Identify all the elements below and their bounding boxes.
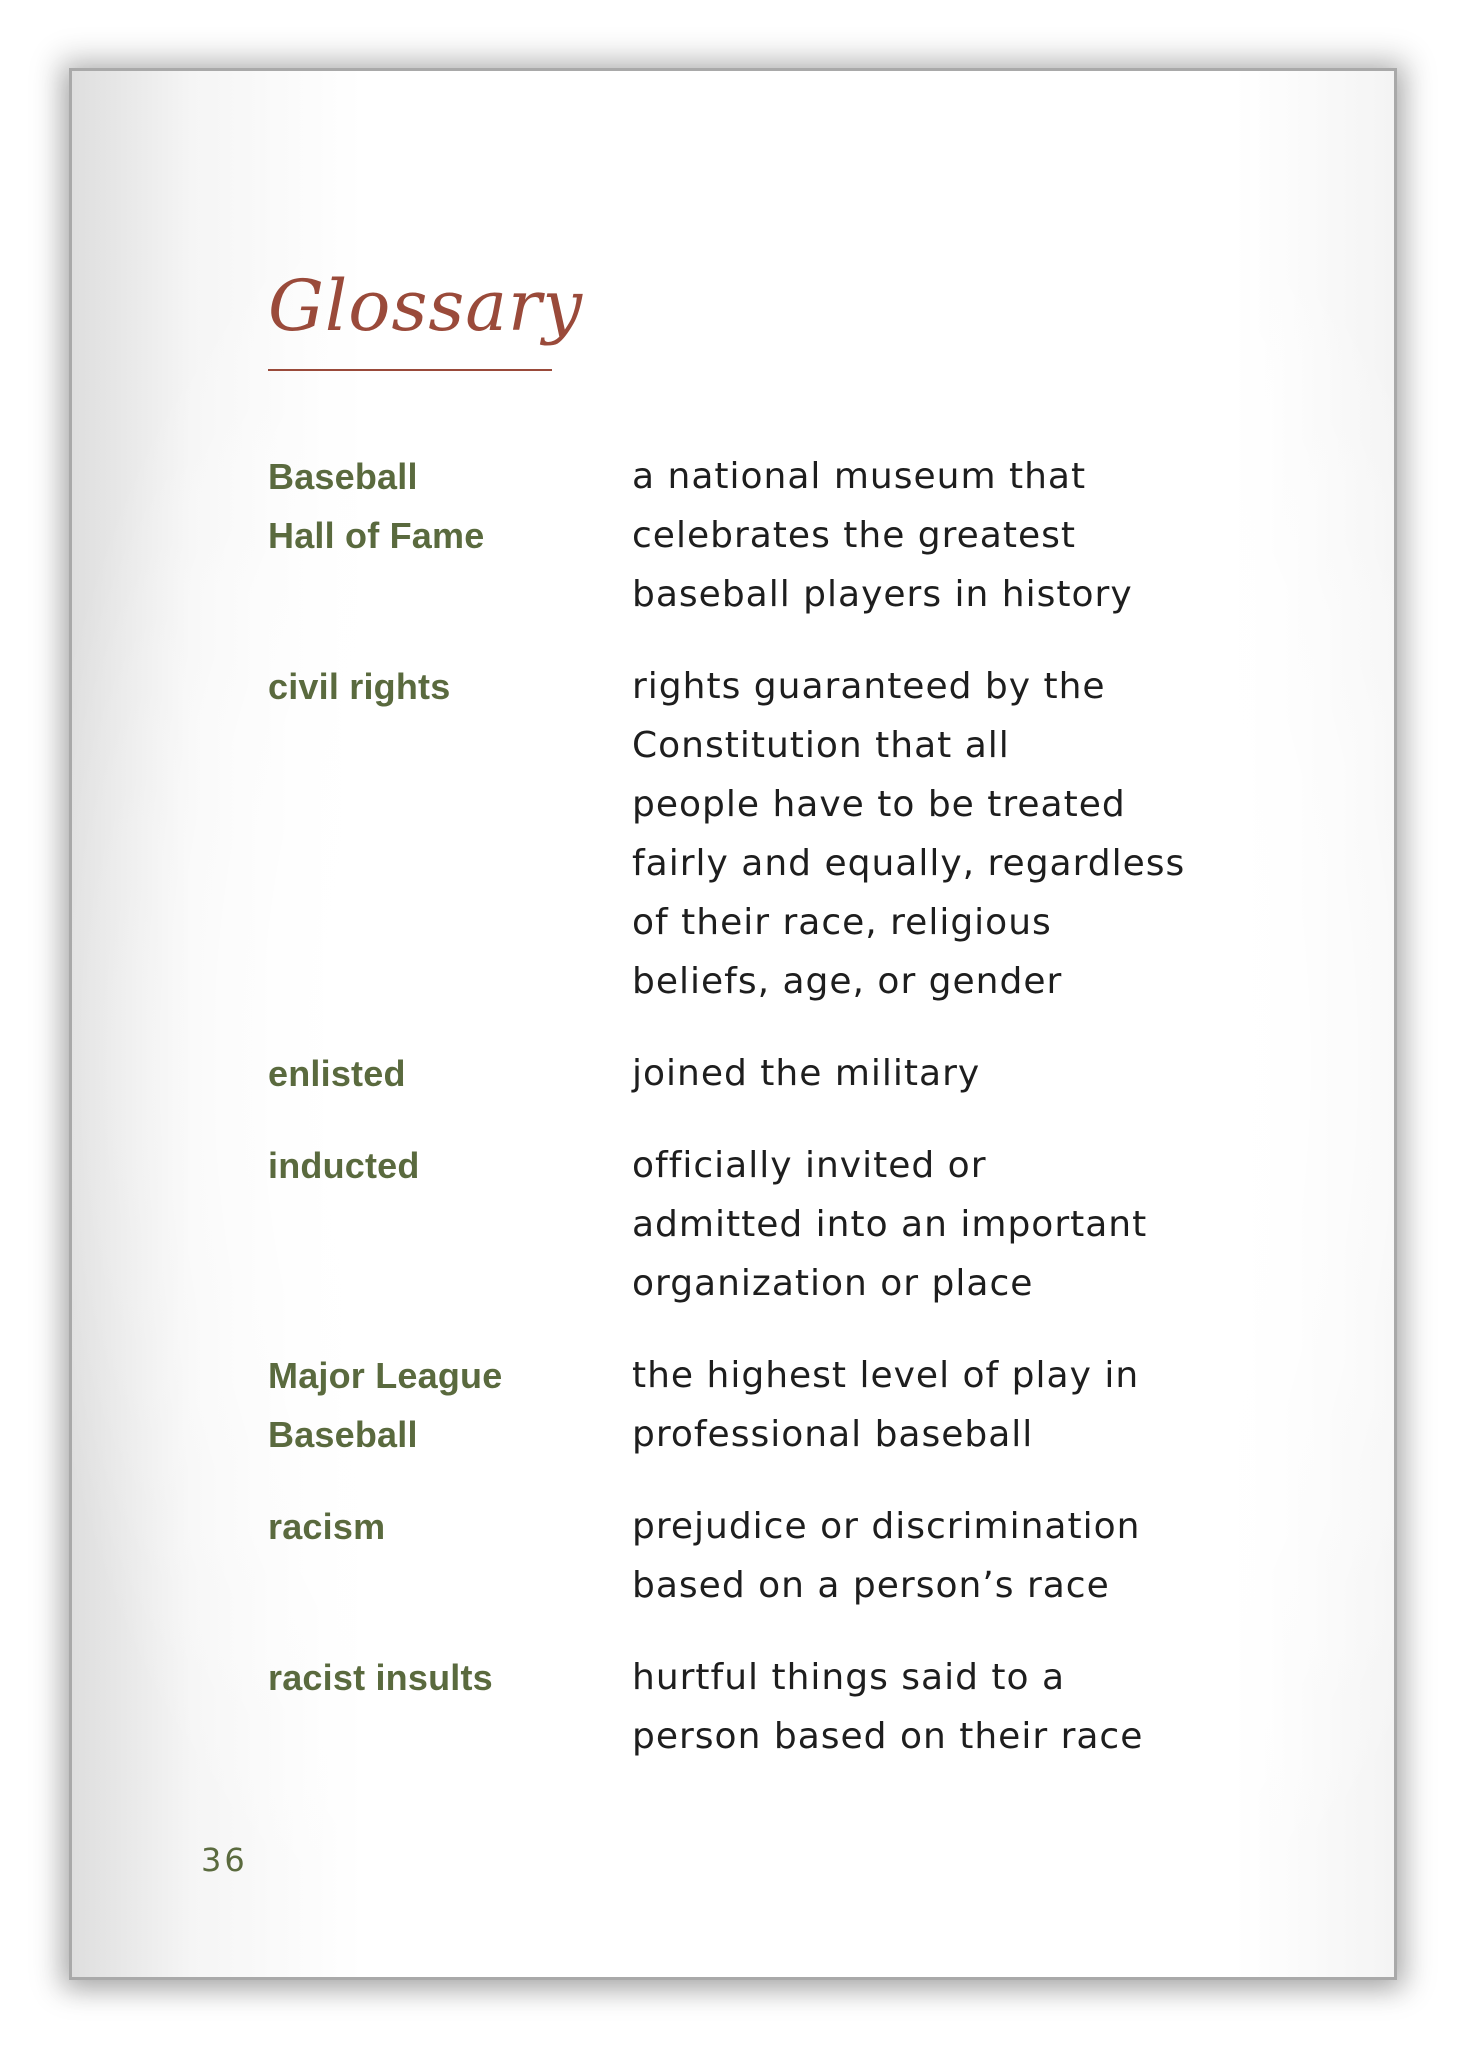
glossary-entry (268, 1136, 1268, 1313)
glossary-entry (268, 1497, 1268, 1615)
glossary-entry (268, 1648, 1268, 1766)
book-page (69, 68, 1397, 1980)
definition-line: the highest level of play in (632, 1355, 1140, 1396)
glossary-entry (268, 1044, 1268, 1103)
definition-line: Constitution that all (632, 725, 1010, 766)
term-line: Major League (268, 1355, 503, 1396)
definition-line: professional baseball (632, 1414, 1034, 1455)
definition-line: prejudice or discrimination (632, 1506, 1141, 1547)
term-line: Baseball (268, 1414, 418, 1455)
term-line: civil rights (268, 666, 451, 707)
glossary-term (268, 1648, 632, 1766)
page-title: Glossary (268, 265, 584, 347)
glossary-definition (632, 1648, 1268, 1766)
definition-line: rights guaranteed by the (632, 666, 1106, 707)
definition-line: organization or place (632, 1263, 1034, 1304)
glossary-term (268, 657, 632, 1011)
definition-line: celebrates the greatest (632, 515, 1076, 556)
page-number: 36 (201, 1841, 248, 1879)
glossary-definition (632, 1136, 1268, 1313)
title-underline (268, 369, 552, 371)
definition-line: beliefs, age, or gender (632, 961, 1063, 1002)
definition-line: joined the military (632, 1053, 981, 1094)
glossary-definition (632, 447, 1268, 624)
definition-line: person based on their race (632, 1716, 1144, 1757)
glossary-definition (632, 657, 1268, 1011)
glossary-entry (268, 447, 1268, 624)
definition-line: of their race, religious (632, 902, 1052, 943)
glossary-term (268, 447, 632, 624)
definition-line: baseball players in history (632, 574, 1133, 615)
definition-line: admitted into an important (632, 1204, 1148, 1245)
glossary-term (268, 1136, 632, 1313)
glossary-definition (632, 1044, 1268, 1103)
glossary-definition (632, 1497, 1268, 1615)
definition-line: based on a person’s race (632, 1565, 1110, 1606)
definition-line: people have to be treated (632, 784, 1126, 825)
glossary-term (268, 1346, 632, 1464)
term-line: inducted (268, 1145, 420, 1186)
definition-line: a national museum that (632, 456, 1087, 497)
glossary-list (268, 447, 1268, 1799)
term-line: Hall of Fame (268, 515, 485, 556)
glossary-entry (268, 1346, 1268, 1464)
definition-line: hurtful things said to a (632, 1657, 1066, 1698)
glossary-entry (268, 657, 1268, 1011)
glossary-term (268, 1044, 632, 1103)
term-line: Baseball (268, 456, 418, 497)
term-line: enlisted (268, 1053, 406, 1094)
glossary-term (268, 1497, 632, 1615)
term-line: racism (268, 1506, 386, 1547)
glossary-definition (632, 1346, 1268, 1464)
definition-line: officially invited or (632, 1145, 987, 1186)
term-line: racist insults (268, 1657, 493, 1698)
definition-line: fairly and equally, regardless (632, 843, 1186, 884)
